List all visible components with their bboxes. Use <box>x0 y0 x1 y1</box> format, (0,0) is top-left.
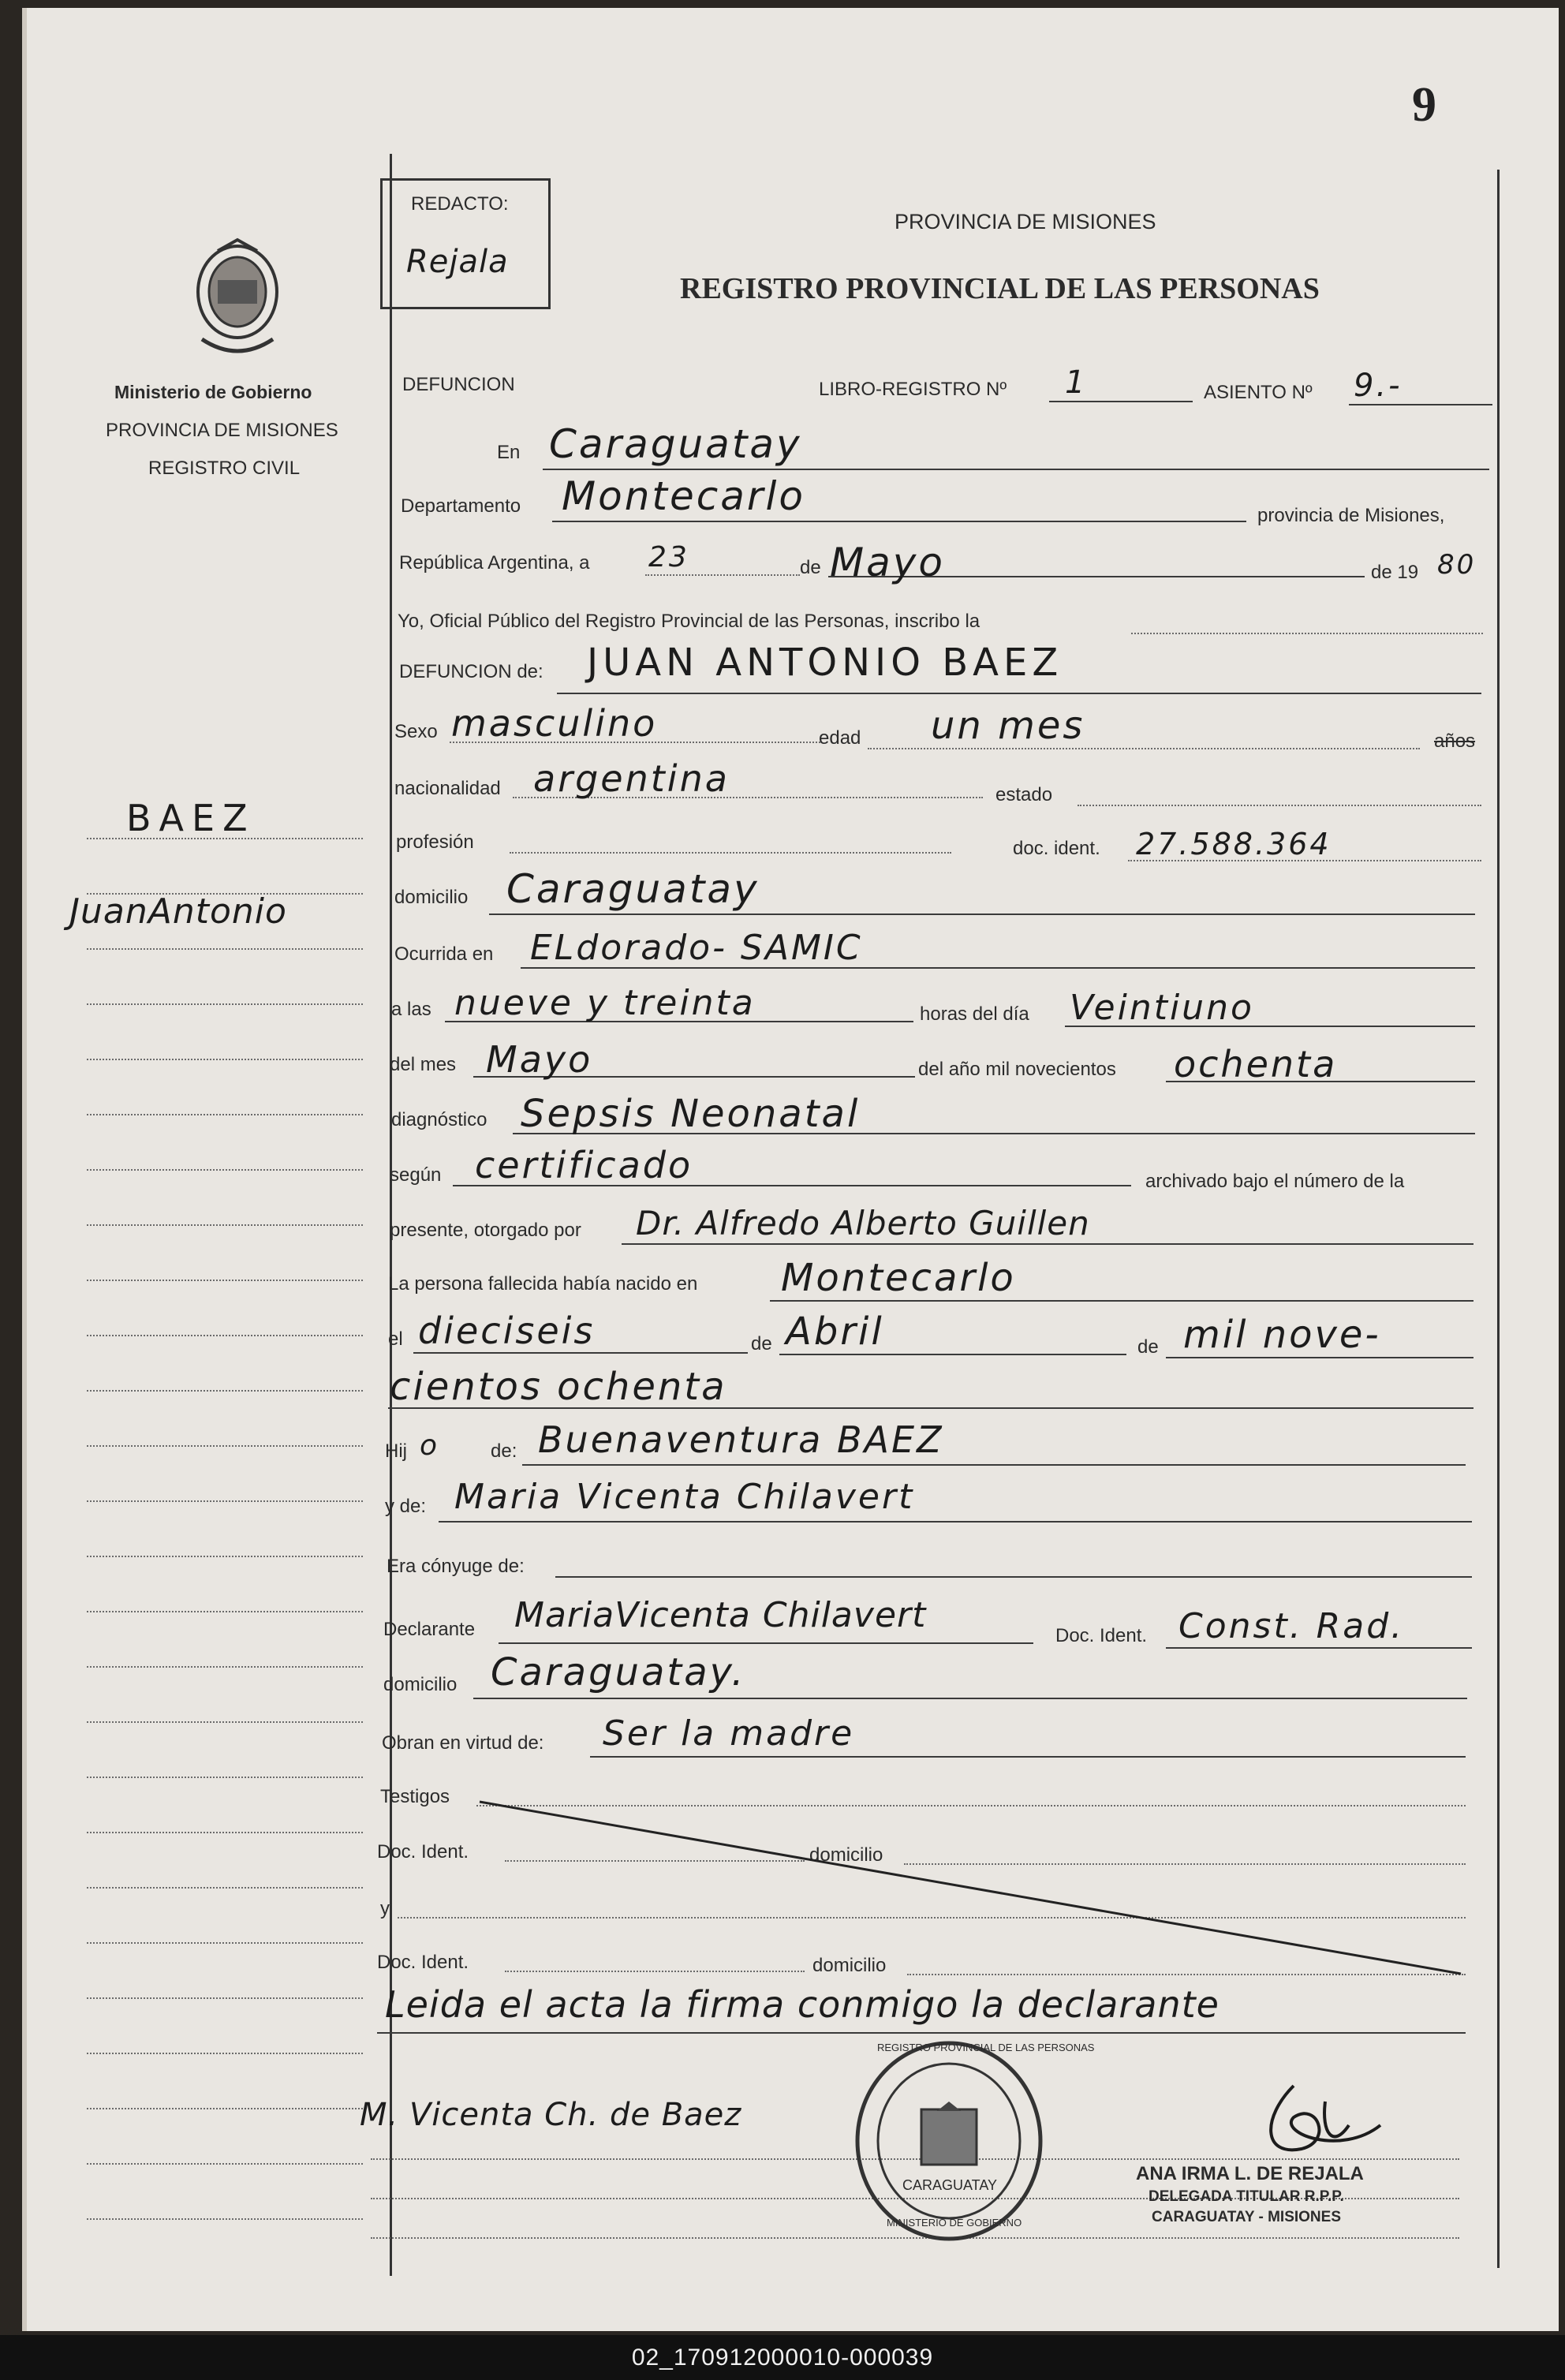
testigos-strike-line <box>473 1791 1467 1980</box>
birth-year-line-1: mil nove- <box>1183 1313 1381 1357</box>
defuncion-de-label: DEFUNCION de: <box>399 661 543 682</box>
de-label: de <box>800 557 821 578</box>
libro-value: 1 <box>1065 364 1088 401</box>
doc-ident-2-label: Doc. Ident. <box>377 1952 469 1973</box>
defuncion-title: DEFUNCION <box>402 374 515 395</box>
domicilio-1-label: domicilio <box>809 1844 883 1866</box>
civil-registry-label: REGISTRO CIVIL <box>148 458 301 479</box>
stamp-bottom-text: MINISTERIO DE GOBIERNO <box>887 2217 1022 2229</box>
profesion-label: profesión <box>396 831 474 853</box>
image-id-footer: 02_170912000010-000039 <box>0 2335 1565 2380</box>
margin-rule <box>87 1169 363 1171</box>
margin-rule <box>87 2163 363 2165</box>
official-name: ANA IRMA L. DE REJALA <box>1136 2163 1364 2184</box>
provincia-suffix: provincia de Misiones, <box>1257 505 1445 526</box>
declarante-doc-value: Const. Rad. <box>1178 1606 1405 1646</box>
margin-rule <box>87 1059 363 1060</box>
father-value: Buenaventura BAEZ <box>538 1418 944 1461</box>
birth-year-line-2: cientos ochenta <box>390 1365 727 1409</box>
redacto-box <box>380 178 551 309</box>
margin-rule <box>87 1445 363 1447</box>
hijo-de-label: de: <box>491 1440 517 1462</box>
margin-rule <box>87 2053 363 2054</box>
deceased-name: JUAN ANTONIO BAEZ <box>587 641 1063 685</box>
horas-label: horas del día <box>920 1003 1029 1025</box>
margin-rule <box>87 838 363 839</box>
a-las-value: nueve y treinta <box>454 983 756 1023</box>
obran-label: Obran en virtud de: <box>382 1732 544 1754</box>
margin-rule <box>87 2218 363 2220</box>
margin-given-name: JuanAntonio <box>69 891 287 932</box>
segun-value: certificado <box>475 1144 693 1186</box>
sexo-value: masculino <box>451 702 658 745</box>
declarante-label: Declarante <box>383 1619 476 1640</box>
year-value: 80 <box>1437 549 1477 581</box>
left-province-label: PROVINCIA DE MISIONES <box>106 420 338 441</box>
margin-rule <box>87 1666 363 1668</box>
closing-statement: Leida el acta la firma conmigo la declarante <box>385 1983 1220 2026</box>
margin-rule <box>87 948 363 950</box>
doc-ident-label: doc. ident. <box>1013 838 1100 859</box>
ano-value: ochenta <box>1174 1043 1338 1085</box>
libro-label: LIBRO-REGISTRO Nº <box>819 379 1007 400</box>
stamp-ring-text: REGISTRO PROVINCIAL DE LAS PERSONAS <box>877 2042 1095 2053</box>
mes-value: Mayo <box>486 1038 593 1081</box>
margin-rule <box>87 2108 363 2109</box>
declarante-signature: M. Vicenta Ch. de Baez <box>360 2097 742 2133</box>
margin-rule <box>87 1997 363 1999</box>
margin-rule <box>87 1003 363 1005</box>
margin-rule <box>87 1500 363 1502</box>
coat-of-arms-icon <box>186 237 289 363</box>
asiento-label: ASIENTO Nº <box>1204 382 1313 403</box>
margin-rule <box>87 1556 363 1557</box>
nacido-value: Montecarlo <box>781 1256 1016 1300</box>
edad-label: edad <box>819 727 861 749</box>
margin-rule <box>87 1942 363 1944</box>
day-value: 23 <box>648 541 689 574</box>
frame-right-line <box>1497 170 1500 2268</box>
declarante-dom-label: domicilio <box>383 1674 458 1695</box>
el-label: el <box>388 1328 403 1350</box>
margin-rule <box>87 1777 363 1778</box>
margin-rule <box>87 1335 363 1336</box>
departamento-label: Departamento <box>401 495 521 517</box>
diagnostico-value: Sepsis Neonatal <box>521 1092 861 1136</box>
domicilio-label: domicilio <box>394 887 469 908</box>
de-year-label: de 19 <box>1371 562 1419 583</box>
hijo-label: Hij <box>385 1440 407 1462</box>
margin-rule <box>87 1721 363 1723</box>
en-value: Caraguatay <box>549 421 802 467</box>
margin-surname: BAEZ <box>126 797 256 839</box>
de-label-3: de <box>1137 1336 1159 1358</box>
birth-month: Abril <box>786 1310 884 1354</box>
departamento-value: Montecarlo <box>562 473 805 519</box>
declarante-doc-label: Doc. Ident. <box>1055 1625 1148 1646</box>
hijo-suffix: o <box>420 1429 440 1462</box>
nacido-label: La persona fallecida había nacido en <box>388 1273 698 1295</box>
del-ano-label: del año mil novecientos <box>918 1059 1116 1080</box>
en-label: En <box>497 442 521 463</box>
dia-value: Veintiuno <box>1070 988 1254 1028</box>
domicilio-value: Caraguatay <box>506 866 760 912</box>
segun-label: según <box>390 1164 442 1186</box>
presente-label: presente, otorgado por <box>390 1220 581 1241</box>
el-value: dieciseis <box>418 1310 596 1352</box>
margin-rule <box>87 1280 363 1281</box>
margin-rule <box>87 1611 363 1612</box>
declarante-value: MariaVicenta Chilavert <box>514 1595 927 1635</box>
asiento-value: 9.- <box>1354 368 1403 404</box>
doc-ident-value: 27.588.364 <box>1136 827 1332 861</box>
margin-rule <box>87 1224 363 1226</box>
presente-value: Dr. Alfredo Alberto Guillen <box>636 1204 1090 1242</box>
domicilio-2-label: domicilio <box>812 1955 887 1976</box>
margin-rule <box>87 893 363 895</box>
a-las-label: a las <box>391 999 431 1020</box>
del-mes-label: del mes <box>390 1054 457 1075</box>
ocurrida-value: ELdorado- SAMIC <box>530 928 863 968</box>
official-title: DELEGADA TITULAR R.P.P. <box>1149 2188 1344 2205</box>
official-signature <box>1246 2070 1388 2173</box>
y-label: y <box>380 1898 390 1919</box>
edad-value: un mes <box>931 704 1085 748</box>
declarante-dom-value: Caraguatay. <box>491 1650 746 1694</box>
conyuge-label: Era cónyuge de: <box>387 1556 525 1577</box>
doc-ident-1-label: Doc. Ident. <box>377 1841 469 1863</box>
testigos-label: Testigos <box>380 1786 450 1807</box>
y-de-label: y de: <box>385 1496 427 1517</box>
month-value: Mayo <box>830 540 945 585</box>
estado-label: estado <box>995 784 1053 805</box>
province-title: PROVINCIA DE MISIONES <box>895 210 1156 234</box>
stamp-center-text: CARAGUATAY <box>902 2177 998 2193</box>
oficial-text: Yo, Oficial Público del Registro Provincial de las Personas, inscribo la <box>398 611 980 632</box>
de-label-2: de <box>751 1333 772 1354</box>
obran-value: Ser la madre <box>603 1713 855 1754</box>
margin-rule <box>87 1390 363 1392</box>
page-number: 9 <box>1412 78 1436 132</box>
margin-rule <box>87 1832 363 1833</box>
redacto-label: REDACTO: <box>411 193 509 215</box>
margin-rule <box>87 1114 363 1115</box>
redacto-value: Rejala <box>406 244 509 280</box>
republica-label: República Argentina, a <box>399 552 590 574</box>
ministry-label: Ministerio de Gobierno <box>114 382 312 402</box>
margin-rule <box>87 1887 363 1889</box>
nacionalidad-label: nacionalidad <box>394 778 501 799</box>
anos-label: años <box>1434 730 1476 752</box>
ocurrida-label: Ocurrida en <box>394 943 494 965</box>
registry-title: REGISTRO PROVINCIAL DE LAS PERSONAS <box>680 272 1320 305</box>
archivado-label: archivado bajo el número de la <box>1145 1171 1405 1192</box>
sexo-label: Sexo <box>394 721 438 742</box>
nacionalidad-value: argentina <box>533 757 730 800</box>
official-place: CARAGUATAY - MISIONES <box>1152 2209 1341 2225</box>
mother-value: Maria Vicenta Chilavert <box>454 1477 915 1517</box>
diagnostico-label: diagnóstico <box>391 1109 487 1130</box>
official-stamp <box>850 2038 1095 2244</box>
